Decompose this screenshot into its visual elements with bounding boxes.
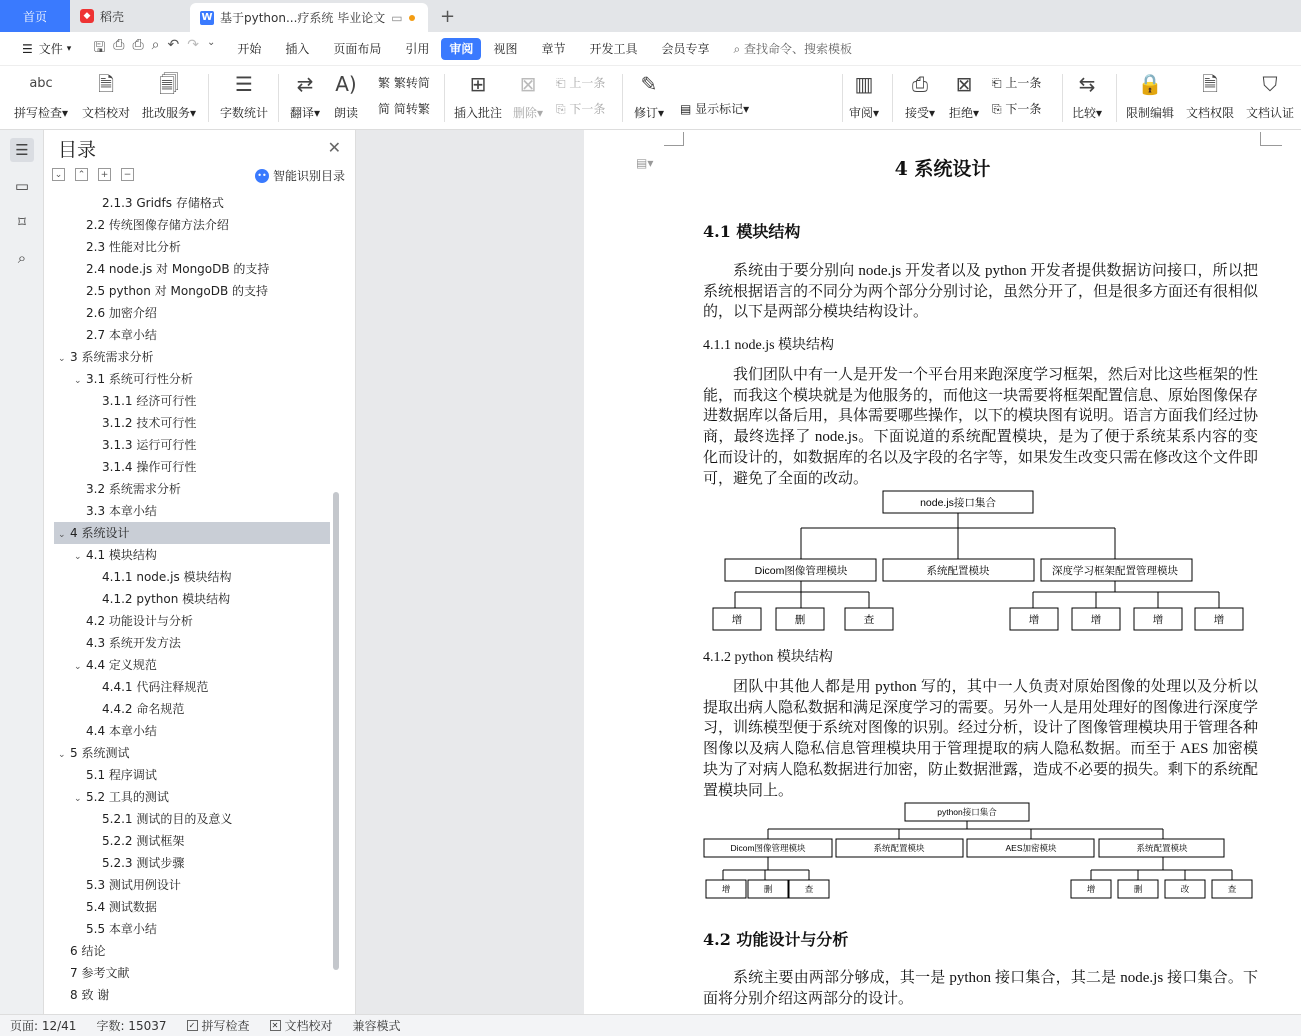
simp-icon: 简 xyxy=(378,102,394,116)
toc-item-label: 3.1.3 运行可行性 xyxy=(102,438,197,452)
reject-label: 拒绝 xyxy=(948,106,973,120)
toc-item-label: 2.2 传统图像存储方法介绍 xyxy=(86,218,229,232)
chevron-down-icon[interactable]: ⌄ xyxy=(74,376,82,386)
compare-button[interactable]: ⇆ 比较▾ xyxy=(1068,70,1106,121)
show-markup-icon: ▤ xyxy=(680,102,696,116)
shield-icon: ⛉ xyxy=(1262,72,1278,96)
chevron-down-icon[interactable]: ⌄ xyxy=(58,354,66,364)
toc-item-label: 5 系统测试 xyxy=(70,746,130,760)
menu-layout[interactable]: 页面布局 xyxy=(333,42,382,56)
toc-list xyxy=(54,192,330,1010)
toc-item-label: 5.2.2 测试框架 xyxy=(102,834,185,848)
toc-item-label: 3.1.1 经济可行性 xyxy=(102,394,197,408)
doc-cert-label: 文档认证 xyxy=(1245,106,1294,120)
toc-item[interactable] xyxy=(54,324,330,346)
more-chevron-icon[interactable]: ⌄ xyxy=(206,36,216,48)
diagram-leaf-label: 删 xyxy=(794,614,806,626)
smart-toc-button[interactable] xyxy=(255,167,345,184)
left-rail xyxy=(0,130,44,1014)
diagram-leaf-label: 删 xyxy=(763,884,773,894)
next-comment-label: 下一条 xyxy=(569,102,606,116)
toc-item-label: 5.2 工具的测试 xyxy=(86,790,169,804)
translate-label: 翻译 xyxy=(289,106,314,120)
export-icon[interactable]: ⎙ xyxy=(113,36,125,53)
translate-button[interactable]: ⇄ 翻译▾ xyxy=(286,70,324,121)
collapse-all-icon[interactable]: ⌄ xyxy=(52,168,65,181)
toc-item[interactable] xyxy=(54,698,330,720)
next-change-label: 下一条 xyxy=(1005,102,1042,116)
chapter-heading: 4 系统设计 xyxy=(894,158,991,180)
delete-comment-label: 删除 xyxy=(512,106,537,120)
toc-item[interactable] xyxy=(54,214,330,236)
next-change-button[interactable] xyxy=(992,100,1041,117)
compat-mode-label: 兼容模式 xyxy=(352,1019,401,1033)
diagram-leaf-label: 增 xyxy=(1152,614,1164,626)
toc-item-label: 3.1.2 技术可行性 xyxy=(102,416,197,430)
search-icon: ⌕ xyxy=(733,42,745,56)
toc-item-label: 6 结论 xyxy=(70,944,106,958)
review-pane-icon: ▥ xyxy=(854,72,874,96)
tab-document[interactable] xyxy=(190,3,428,32)
toc-item-label: 4.1 模块结构 xyxy=(86,548,157,562)
toc-item[interactable] xyxy=(54,742,330,764)
toc-item-label: 5.4 测试数据 xyxy=(86,900,157,914)
toc-item[interactable] xyxy=(54,478,330,500)
menu-view[interactable]: 视图 xyxy=(493,42,518,56)
diagram-module-label: 深度学习框架配置管理模块 xyxy=(1052,565,1178,577)
toc-item[interactable] xyxy=(54,192,330,214)
spell-check-label: 拼写检查 xyxy=(13,106,62,120)
diagram-leaf-label: 改 xyxy=(1180,884,1190,894)
compare-icon: ⇆ xyxy=(1078,72,1096,96)
toc-item-label: 3.2 系统需求分析 xyxy=(86,482,181,496)
preview-icon[interactable]: ⌕ xyxy=(151,36,160,53)
toc-item-label: 2.1.3 Gridfs 存储格式 xyxy=(102,196,224,210)
toc-icon[interactable]: ☰ xyxy=(10,138,34,162)
paragraph-2: 我们团队中有一人是开发一个平台用来跑深度学习框架，然后对比这些框架的性能，而我这个模块就是为他服务的，而他这一块需要将框架配置信息、原始图像保存进数据库以备后用，具体需要哪些操作，以下的模块图有说明。语言方面我们经过协商，最终选择了 node.js。下面说道的系统配置模块，是为了便于系统某系内容的变化而设计的，如数据库的名以及字段的名字等，如果发生改变只需在修改这个文件即可，避免了全面的改动。 xyxy=(703,367,1259,487)
toc-item[interactable] xyxy=(54,544,330,566)
restrict-edit-button[interactable] xyxy=(1124,70,1176,121)
toc-item[interactable] xyxy=(54,368,330,390)
toc-pane xyxy=(44,130,356,1014)
toc-item-label: 3.1.4 操作可行性 xyxy=(102,460,197,474)
accept-label: 接受 xyxy=(904,106,929,120)
toc-item-label: 4.1.2 python 模块结构 xyxy=(102,592,231,606)
show-markup-button[interactable]: ▤ 显示标记▾ xyxy=(680,102,750,116)
reject-button[interactable]: ⊠ 拒绝▾ xyxy=(946,70,982,121)
proofread-label: 文档校对 xyxy=(81,106,130,120)
nodejs-module-diagram xyxy=(703,488,1258,634)
next-change-icon: ⎘ xyxy=(992,102,1006,116)
proofread-toggle-label: 文档校对 xyxy=(284,1019,333,1033)
remove-heading-icon[interactable]: − xyxy=(121,168,134,181)
tab-bar xyxy=(0,0,1301,32)
checkbox-x-icon: ✕ xyxy=(270,1020,281,1031)
toc-item[interactable] xyxy=(54,610,330,632)
ribbon xyxy=(0,66,1301,130)
toc-item-label: 5.5 本章小结 xyxy=(86,922,157,936)
section-heading-4-2: 4.2 功能设计与分析 xyxy=(703,930,849,949)
proofread-toggle[interactable] xyxy=(260,1017,343,1034)
diagram-leaf-label: 增 xyxy=(1028,614,1040,626)
toc-item[interactable] xyxy=(54,302,330,324)
track-changes-icon: ✎ xyxy=(640,72,658,96)
read-aloud-label: 朗读 xyxy=(333,106,358,120)
toc-item[interactable] xyxy=(54,830,330,852)
toc-item[interactable] xyxy=(54,764,330,786)
simp-to-trad-button[interactable] xyxy=(378,100,430,117)
toc-item-label: 7 参考文献 xyxy=(70,966,130,980)
diagram-leaf-label: 增 xyxy=(721,884,731,894)
read-aloud-button[interactable] xyxy=(330,70,362,121)
command-search[interactable] xyxy=(734,40,853,57)
toc-item-label: 5.2.1 测试的目的及意义 xyxy=(102,812,233,826)
toc-item-label: 4 系统设计 xyxy=(70,526,130,540)
review-pane-label: 审阅 xyxy=(848,106,873,120)
chevron-down-icon: ▾ xyxy=(66,43,72,54)
menu-chapter[interactable]: 章节 xyxy=(541,42,566,56)
smart-toc-label: 智能识别目录 xyxy=(272,169,345,183)
toc-item[interactable] xyxy=(54,676,330,698)
redo-icon[interactable]: ↷ xyxy=(187,36,199,53)
paragraph-4: 系统主要由两部分够成，其一是 python 接口集合，其二是 node.js 接口集合。下面将分别介绍这两部分的设计。 xyxy=(703,970,1258,1007)
read-aloud-icon: A) xyxy=(335,72,357,96)
toc-item[interactable] xyxy=(54,984,330,1006)
tab-daoke[interactable] xyxy=(70,0,190,32)
toc-item[interactable] xyxy=(54,940,330,962)
bookmark-icon[interactable]: ⌑ xyxy=(18,213,26,231)
new-tab-plus-icon[interactable]: + xyxy=(440,5,456,27)
diagram-module-label: Dicom图像管理模块 xyxy=(730,843,806,853)
close-icon[interactable]: ✕ xyxy=(327,138,341,157)
page-indicator-label: 页面: 12/41 xyxy=(10,1019,77,1033)
toc-item-label: 4.2 功能设计与分析 xyxy=(86,614,193,628)
insert-comment-button[interactable] xyxy=(452,70,504,121)
paragraph-menu-icon[interactable]: ▤▾ xyxy=(636,156,654,170)
toc-item[interactable] xyxy=(54,434,330,456)
diagram-leaf-label: 增 xyxy=(1086,884,1096,894)
prev-change-label: 上一条 xyxy=(1005,76,1042,90)
toc-title: 目录 xyxy=(58,139,97,161)
diagram-leaf-label: 查 xyxy=(1227,884,1237,894)
batch-service-icon: 🗐 xyxy=(159,72,179,96)
chevron-down-icon[interactable]: ⌄ xyxy=(58,530,66,540)
file-menu[interactable] xyxy=(10,38,83,60)
toc-item[interactable] xyxy=(54,918,330,940)
diagram-leaf-label: 查 xyxy=(804,884,814,894)
toc-item[interactable] xyxy=(54,258,330,280)
diagram-module-label: 系统配置模块 xyxy=(1136,843,1188,853)
toc-item[interactable] xyxy=(54,874,330,896)
menu-devtools[interactable]: 开发工具 xyxy=(589,42,638,56)
chevron-down-icon[interactable]: ⌄ xyxy=(74,794,82,804)
toc-item[interactable] xyxy=(54,896,330,918)
toc-item-label: 2.4 node.js 对 MongoDB 的支持 xyxy=(86,262,270,276)
chevron-down-icon[interactable]: ⌄ xyxy=(74,552,82,562)
menu-start[interactable]: 开始 xyxy=(237,42,262,56)
toc-item[interactable] xyxy=(54,280,330,302)
chevron-down-icon[interactable]: ⌄ xyxy=(58,750,66,760)
toc-item[interactable] xyxy=(54,588,330,610)
accept-button[interactable]: ⎙ 接受▾ xyxy=(902,70,938,121)
page-corner-mark xyxy=(664,132,684,146)
toc-item[interactable] xyxy=(54,786,330,808)
toc-item-label: 4.4.1 代码注释规范 xyxy=(102,680,209,694)
diagram-leaf-label: 增 xyxy=(731,614,743,626)
menu-insert[interactable]: 插入 xyxy=(285,42,310,56)
tab-daoke-label: 稻壳 xyxy=(100,9,125,24)
subsection-heading-4-1-2: 4.1.2 python 模块结构 xyxy=(703,650,833,665)
undo-icon[interactable]: ↶ xyxy=(167,36,180,53)
monitor-icon[interactable]: ▭ xyxy=(391,10,403,25)
toc-item[interactable] xyxy=(54,632,330,654)
search-icon[interactable]: ⌕ xyxy=(17,249,27,267)
python-module-diagram xyxy=(703,800,1258,904)
prev-change-button[interactable] xyxy=(992,74,1041,91)
toc-item[interactable] xyxy=(54,962,330,984)
toc-item-label: 4.1.1 node.js 模块结构 xyxy=(102,570,232,584)
writer-icon: W xyxy=(201,12,213,23)
review-pane-button[interactable]: ▥ 审阅▾ xyxy=(846,70,882,121)
spell-check-icon-label: abc xyxy=(29,76,53,91)
proofread-button[interactable] xyxy=(80,70,132,121)
page-corner-mark xyxy=(1260,132,1282,146)
toc-item[interactable] xyxy=(54,390,330,412)
prev-comment-icon: ⎗ xyxy=(556,76,570,90)
word-count-indicator-label: 字数: 15037 xyxy=(96,1019,167,1033)
track-changes-label: 修订 xyxy=(633,106,658,120)
subsection-heading-4-1-1: 4.1.1 node.js 模块结构 xyxy=(703,338,835,353)
next-comment-icon: ⎘ xyxy=(556,102,570,116)
next-comment-button[interactable] xyxy=(556,100,605,117)
lock-icon: 🔒 xyxy=(1137,72,1163,96)
toc-item-label: 5.1 程序调试 xyxy=(86,768,157,782)
compare-label: 比较 xyxy=(1071,106,1096,120)
doc-permission-label: 文档权限 xyxy=(1185,106,1234,120)
ai-icon: •• xyxy=(255,169,269,183)
toc-item-label: 5.2.3 测试步骤 xyxy=(102,856,185,870)
translate-icon: ⇄ xyxy=(296,72,314,96)
document-background xyxy=(357,130,583,1014)
document-page xyxy=(584,130,1301,1014)
doc-permission-button[interactable] xyxy=(1184,70,1236,121)
hamburger-icon: ☰ xyxy=(22,41,33,56)
toc-item-label: 2.3 性能对比分析 xyxy=(86,240,181,254)
save-icon[interactable]: 🖫 xyxy=(93,39,106,56)
prev-comment-label: 上一条 xyxy=(569,76,606,90)
diagram-leaf-label: 删 xyxy=(1133,884,1143,894)
command-search-label: 查找命令、搜索模板 xyxy=(744,42,853,56)
expand-up-icon[interactable]: ⌃ xyxy=(75,168,88,181)
toc-item-label: 2.7 本章小结 xyxy=(86,328,157,342)
show-markup-label: 显示标记 xyxy=(695,102,744,116)
menu-review[interactable]: 审阅 xyxy=(441,38,481,60)
simp-to-trad-label: 简转繁 xyxy=(393,102,430,116)
toc-item-label: 4.4 本章小结 xyxy=(86,724,157,738)
toc-item-label: 4.4.2 命名规范 xyxy=(102,702,185,716)
toc-scroll-thumb[interactable] xyxy=(333,492,339,970)
chapter-nav-icon[interactable]: ▭ xyxy=(14,177,30,195)
paragraph-1: 系统由于要分别向 node.js 开发者以及 python 开发者提供数据访问接口，所以把系统根据语言的不同分为两个部分分别讨论，虽然分开了，但是很多方面还有很相似的，以下是两部分模块结构设计。 xyxy=(703,263,1259,321)
diagram-leaf-label: 增 xyxy=(1213,614,1225,626)
unsaved-dot-icon xyxy=(409,15,415,21)
toc-item[interactable] xyxy=(54,808,330,830)
word-count-indicator[interactable] xyxy=(86,1017,176,1034)
insert-comment-label: 插入批注 xyxy=(453,106,502,120)
trad-to-simp-label: 繁转简 xyxy=(393,76,430,90)
diagram-leaf-label: 查 xyxy=(863,614,875,626)
comment-plus-icon: ⊞ xyxy=(469,72,487,96)
prev-comment-button[interactable] xyxy=(556,74,605,91)
batch-service-button[interactable]: 🗐 批改服务▾ xyxy=(141,72,197,120)
trad-icon: 繁 xyxy=(378,76,394,90)
diagram-root-label: python接口集合 xyxy=(937,807,997,817)
tab-home-label: 首页 xyxy=(22,9,47,24)
toc-item-label: 3.3 本章小结 xyxy=(86,504,157,518)
menu-member[interactable]: 会员专享 xyxy=(661,42,710,56)
batch-service-label: 批改服务 xyxy=(141,106,190,120)
checkbox-icon: ✓ xyxy=(187,1020,198,1031)
spell-check-button[interactable]: abc 拼写检查▾ xyxy=(10,70,72,121)
toc-item-label: 8 致 谢 xyxy=(70,988,110,1002)
permission-icon: 🗎 xyxy=(1201,72,1219,96)
toc-item[interactable] xyxy=(54,346,330,368)
toc-item[interactable] xyxy=(54,522,330,544)
toc-item-label: 5.3 测试用例设计 xyxy=(86,878,181,892)
print-icon[interactable]: ⎙ xyxy=(132,36,144,53)
menu-bar xyxy=(0,32,1301,66)
toc-scrollbar[interactable] xyxy=(332,192,340,1010)
spell-check-toggle-label: 拼写检查 xyxy=(201,1019,250,1033)
file-menu-label: 文件 xyxy=(38,42,63,56)
toc-item[interactable] xyxy=(54,566,330,588)
doc-cert-button[interactable] xyxy=(1244,70,1296,121)
tab-home[interactable] xyxy=(0,0,70,32)
diagram-module-label: Dicom图像管理模块 xyxy=(754,565,848,577)
chevron-down-icon[interactable]: ⌄ xyxy=(74,662,82,672)
reject-icon: ⊠ xyxy=(955,72,973,96)
diagram-module-label: AES加密模块 xyxy=(1005,843,1057,853)
diagram-module-label: 系统配置模块 xyxy=(873,843,925,853)
diagram-root-label: node.js接口集合 xyxy=(920,497,996,509)
tab-document-label: 基于python...疗系统 毕业论文 xyxy=(220,11,386,25)
toc-item[interactable] xyxy=(54,456,330,478)
trad-to-simp-button[interactable] xyxy=(378,74,430,91)
toc-item-label: 3.1 系统可行性分析 xyxy=(86,372,193,386)
diagram-leaf-label: 增 xyxy=(1090,614,1102,626)
page-indicator[interactable] xyxy=(0,1017,86,1034)
section-heading-4-1: 4.1 模块结构 xyxy=(703,222,801,241)
toc-item-label: 3 系统需求分析 xyxy=(70,350,154,364)
toc-item[interactable] xyxy=(54,654,330,676)
spell-check-icon xyxy=(10,70,72,98)
toc-item[interactable] xyxy=(54,852,330,874)
daoke-icon: ◆ xyxy=(80,9,94,23)
delete-comment-icon: ⊠ xyxy=(519,72,537,96)
restrict-edit-label: 限制编辑 xyxy=(1125,106,1174,120)
prev-change-icon: ⎗ xyxy=(992,76,1006,90)
toc-item[interactable] xyxy=(54,236,330,258)
toc-item-label: 2.6 加密介绍 xyxy=(86,306,157,320)
add-heading-icon[interactable]: + xyxy=(98,168,111,181)
toc-item[interactable] xyxy=(54,412,330,434)
accept-icon: ⎙ xyxy=(912,72,928,96)
toc-item[interactable] xyxy=(54,500,330,522)
diagram-module-label: 系统配置模块 xyxy=(926,565,990,577)
toc-item-label: 4.3 系统开发方法 xyxy=(86,636,181,650)
track-changes-button[interactable]: ✎ 修订▾ xyxy=(630,70,668,121)
status-bar xyxy=(0,1014,1301,1036)
word-count-label: 字数统计 xyxy=(219,106,268,120)
word-count-icon: ☰ xyxy=(235,72,253,96)
menu-reference[interactable]: 引用 xyxy=(405,42,430,56)
toc-item-label: 2.5 python 对 MongoDB 的支持 xyxy=(86,284,269,298)
proofread-icon: 🗎 xyxy=(97,72,115,96)
toc-item-label: 4.4 定义规范 xyxy=(86,658,157,672)
spell-check-toggle[interactable] xyxy=(177,1017,260,1034)
delete-comment-button[interactable]: ⊠ 删除▾ xyxy=(510,70,546,121)
toc-item[interactable] xyxy=(54,720,330,742)
word-count-button[interactable] xyxy=(218,70,270,121)
paragraph-3: 团队中其他人都是用 python 写的，其中一人负责对原始图像的处理以及分析以提取出病人隐私数据和满足深度学习的需要。另外一人是用处理好的图像进行深度学习，训练模型便于系统对图像的识别。经过分析，设计了图像管理模块用于管理各种图像以及病人隐私信息管理模块用于管理提取的病人隐私数据。而至于 AES 加密模块为了对病人隐私数据进行加密，防止数据泄露，造成不必要的损失。剩下的系统配置模块同上。 xyxy=(703,679,1259,799)
